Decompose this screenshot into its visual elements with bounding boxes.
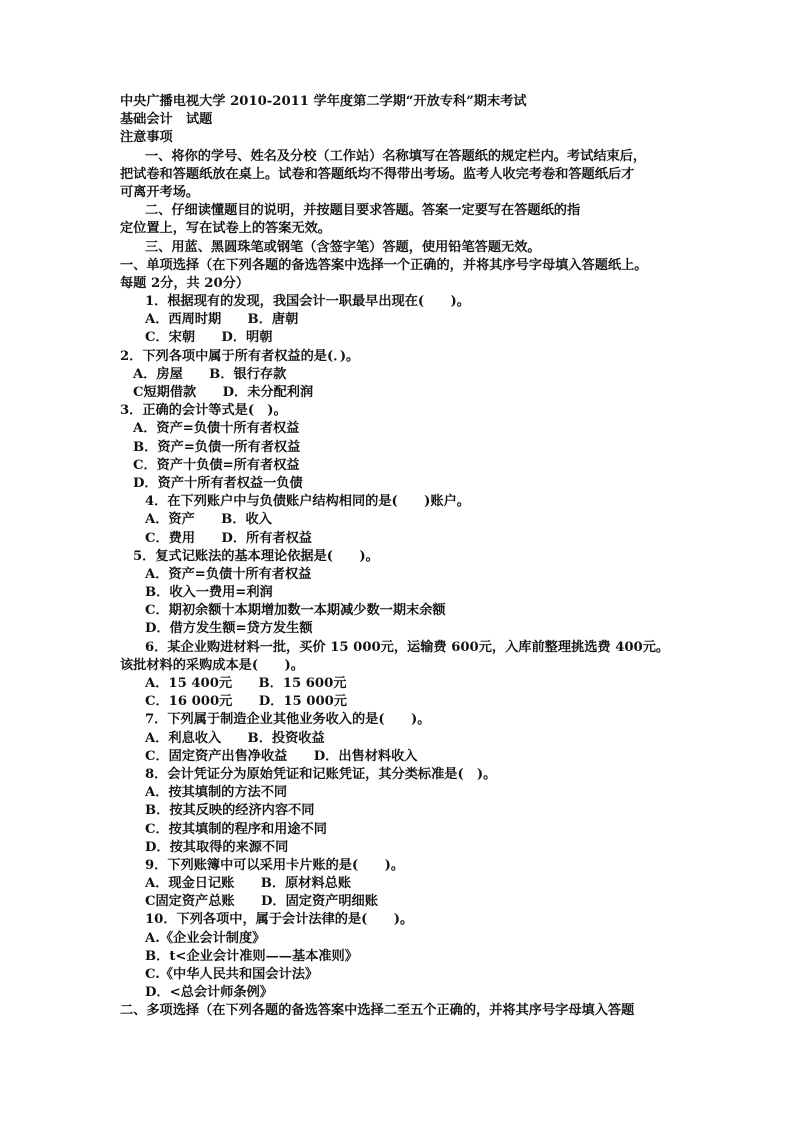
note-line: 二、仔细读懂题目的说明，并按题目要求答题。答案一定要写在答题纸的指 (145, 203, 581, 219)
question-5-option: C．期初余额十本期增加数一本期减少数一期末余额 (145, 603, 446, 619)
exam-subject: 基础会计 试题 (120, 112, 213, 128)
question-8-option: A．按其填制的方法不同 (145, 785, 288, 801)
question-8-option: D．按其取得的来源不同 (145, 839, 289, 855)
question-3-option: D．资产十所有者权益一负债 (133, 475, 303, 491)
note-line: 一、将你的学号、姓名及分校（工作站）名称填写在答题纸的规定栏内。考试结束后， (145, 148, 647, 164)
question-7: 7．下列属于制造企业其他业务收入的是( )。 (145, 712, 431, 728)
question-5: 5．复式记账法的基本理论依据是( )。 (133, 548, 379, 564)
question-6-options: A．15 400元 B．15 600元 (145, 676, 347, 691)
question-2-options: C短期借款 D．未分配利润 (133, 385, 314, 400)
question-10-option: D．<总会计师条例》 (145, 985, 273, 1001)
question-6: 6．某企业购进材料一批，买价 15 000元，运输费 600元，入库前整理挑选费 400元。 (145, 639, 670, 655)
question-5-option: B．收入一费用=利润 (145, 585, 273, 601)
question-7-options: C．固定资产出售净收益 D．出售材料收入 (145, 748, 418, 764)
question-3: 3．正确的会计等式是( )。 (120, 403, 287, 419)
section-heading-multiple-choice: 二、多项选择（在下列各题的备选答案中选择二至五个正确的，并将其序号字母填入答题 (120, 1003, 635, 1019)
question-10-option: C.《中华人民共和国会计法》 (145, 967, 319, 982)
question-4: 4．在下列账户中与负债账户结构相同的是( )账户。 (145, 494, 470, 510)
question-6-cont: 该批材料的采购成本是( )。 (120, 657, 304, 673)
note-line: 可离开考场。 (120, 184, 200, 200)
section-heading-single-choice-cont: 每题 2分，共 20分） (120, 275, 250, 291)
question-4-options: C．费用 D．所有者权益 (145, 530, 312, 546)
question-1-options: A．西周时期 B．唐朝 (145, 312, 299, 328)
question-3-option: C．资产十负债=所有者权益 (133, 457, 300, 473)
question-9: 9．下列账簿中可以采用卡片账的是( )。 (145, 857, 405, 873)
question-8-option: B．按其反映的经济内容不同 (145, 803, 315, 819)
question-8: 8．会计凭证分为原始凭证和记账凭证，其分类标准是( )。 (145, 766, 497, 782)
question-7-options: A．利息收入 B．投资收益 (145, 730, 325, 746)
question-8-option: C．按其填制的程序和用途不同 (145, 821, 327, 837)
question-10: 10．下列各项中，属于会计法律的是( )。 (145, 912, 414, 928)
question-1: 1．根据现有的发现，我国会计一职最早出现在( )。 (145, 294, 470, 310)
question-9-options: C固定资产总账 D．固定资产明细账 (145, 894, 378, 910)
question-10-option: B．t<企业会计准则——基本准则》 (145, 948, 358, 964)
section-heading-single-choice: 一、单项选择（在下列各题的备选答案中选择一个正确的，并将其序号字母填入答题纸上。 (120, 257, 648, 273)
note-line: 把试卷和答题纸放在桌上。试卷和答题纸均不得带出考场。监考人收完考卷和答题纸后才 (120, 166, 635, 182)
question-3-option: A．资产=负债十所有者权益 (133, 421, 300, 437)
question-10-option: A.《企业会计制度》 (145, 930, 266, 946)
question-5-option: A．资产=负债十所有者权益 (145, 566, 312, 582)
exam-title: 中央广播电视大学 2010-2011 学年度第二学期“开放专科”期末考试 (120, 94, 527, 109)
note-line: 三、用蓝、黑圆珠笔或钢笔（含签字笔）答题，使用铅笔答题无效。 (145, 239, 541, 255)
question-2-options: A．房屋 B．银行存款 (133, 366, 287, 382)
question-6-options: C．16 000元 D．15 000元 (145, 694, 347, 710)
exam-document (120, 93, 680, 1021)
question-1-options: C．宋朝 D．明朝 (145, 330, 273, 346)
question-9-options: A．现金日记账 B．原材料总账 (145, 876, 352, 892)
question-2: 2．下列各项中属于所有者权益的是(．)。 (120, 348, 360, 364)
question-3-option: B．资产=负债一所有者权益 (133, 439, 301, 455)
note-line: 定位置上，写在试卷上的答案无效。 (120, 221, 331, 237)
question-5-option: D．借方发生额=贷方发生额 (145, 621, 313, 637)
notes-heading: 注意事项 (120, 130, 173, 146)
question-4-options: A．资产 B．收入 (145, 512, 272, 528)
